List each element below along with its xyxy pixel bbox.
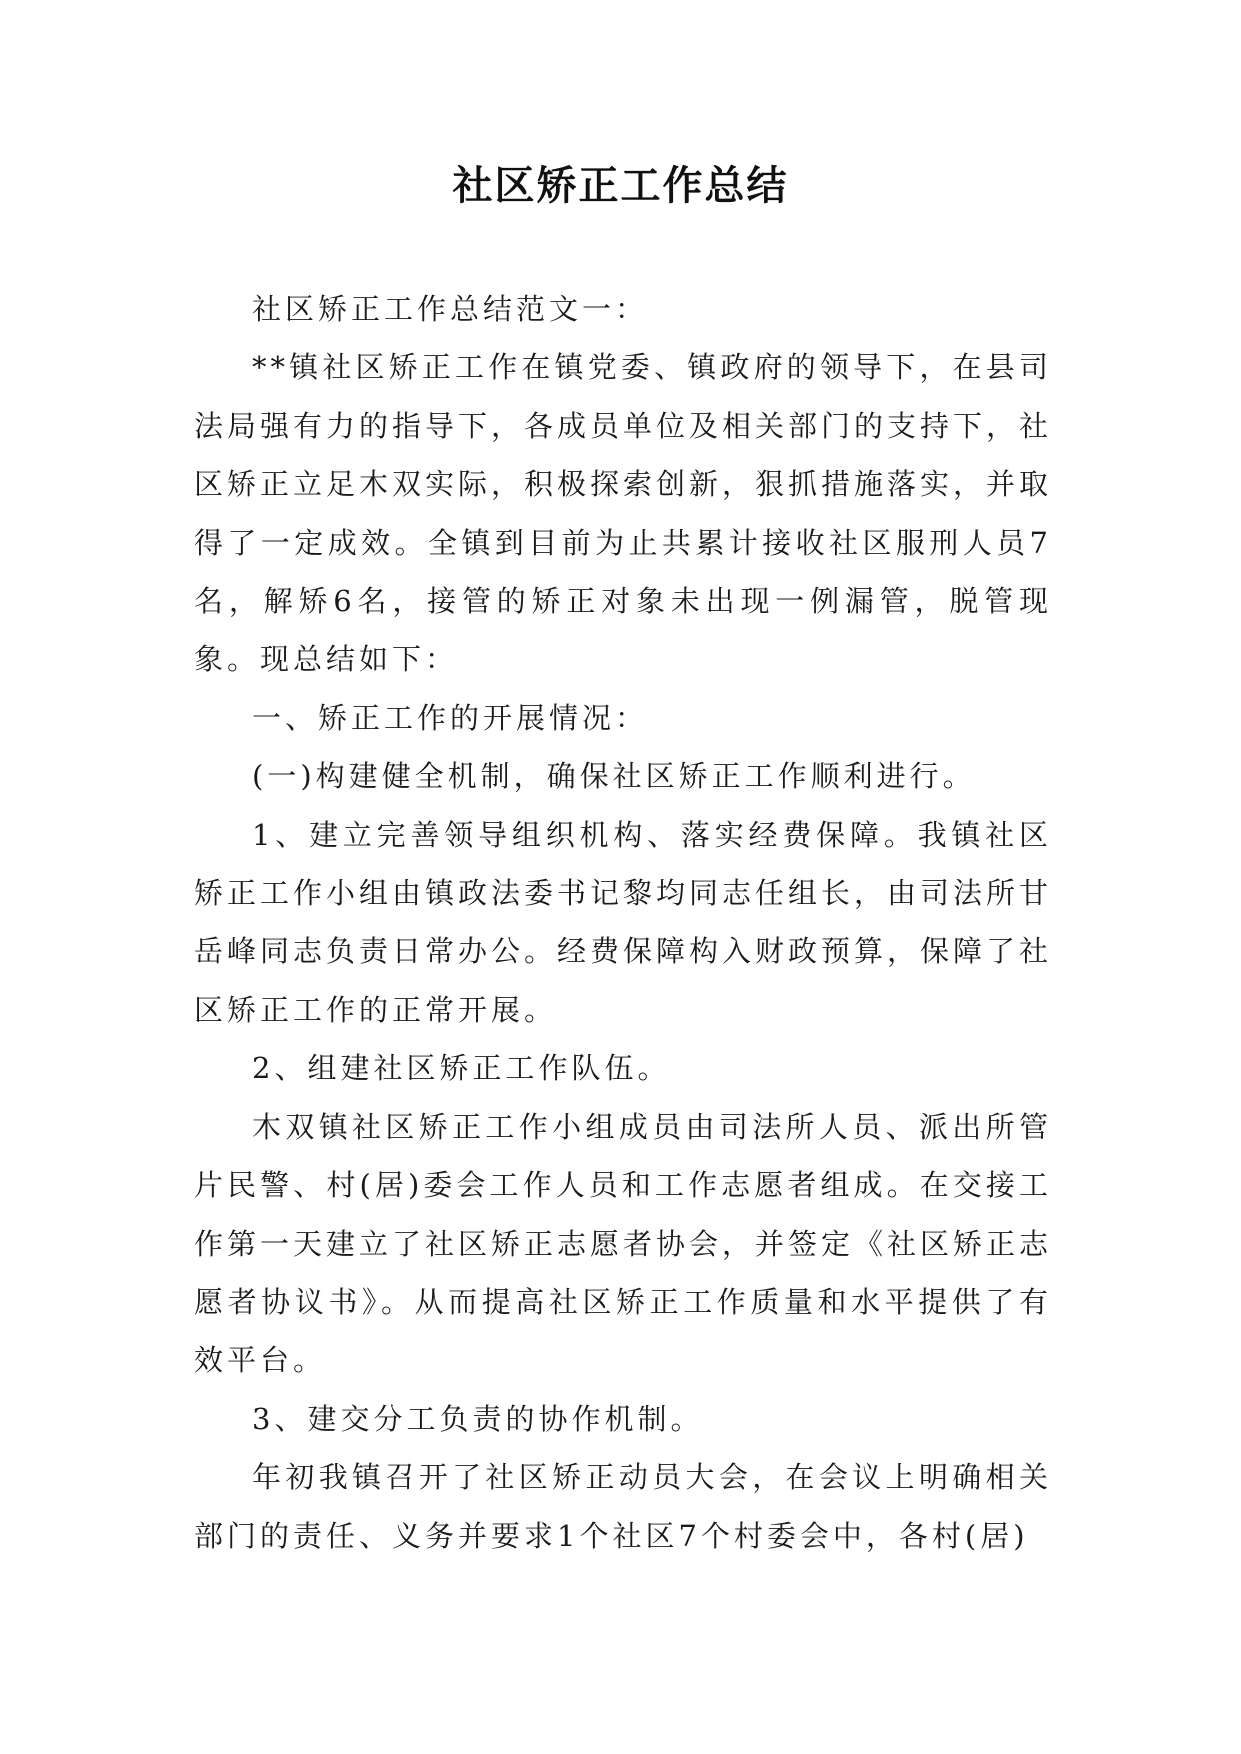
paragraph-item-3-heading: 3、建交分工负责的协作机制。 <box>252 1401 704 1436</box>
document-body <box>194 280 1052 1565</box>
paragraph-item-2-body: 木双镇社区矫正工作小组成员由司法所人员、派出所管片民警、村(居)委会工作人员和工作志愿者组成。在交接工作第一天建立了社区矫正志愿者协会，并签定《社区矫正志愿者协议书》。从而提高社区矫正工作质量和水平提供了有效平台。 <box>194 1109 1053 1378</box>
paragraph-item-3-body: 年初我镇召开了社区矫正动员大会，在会议上明确相关部门的责任、义务并要求1个社区7个村委会中，各村(居) <box>194 1460 1052 1553</box>
paragraph-item-1: 1、建立完善领导组织机构、落实经费保障。我镇社区矫正工作小组由镇政法委书记黎均同志任组长，由司法所甘岳峰同志负责日常办公。经费保障构入财政预算，保障了社区矫正工作的正常开展。 <box>194 817 1053 1027</box>
subsection-heading-1: (一)构建健全机制，确保社区矫正工作顺利进行。 <box>252 759 976 794</box>
paragraph-intro-heading: 社区矫正工作总结范文一： <box>252 292 649 326</box>
paragraph-item-2-heading: 2、组建社区矫正工作队伍。 <box>252 1051 671 1086</box>
document-title: 社区矫正工作总结 <box>452 162 789 209</box>
paragraph-overview: **镇社区矫正工作在镇党委、镇政府的领导下，在县司法局强有力的指导下，各成员单位及相关部门的支持下，社区矫正立足木双实际，积极探索创新，狠抓措施落实，并取得了一定成效。全镇到目前为止共累计接收社区服刑人员7名，解矫6名，接管的矫正对象未出现一例漏管，脱管现象。现总结如下： <box>194 350 1053 677</box>
section-heading-1: 一、矫正工作的开展情况： <box>252 700 649 735</box>
